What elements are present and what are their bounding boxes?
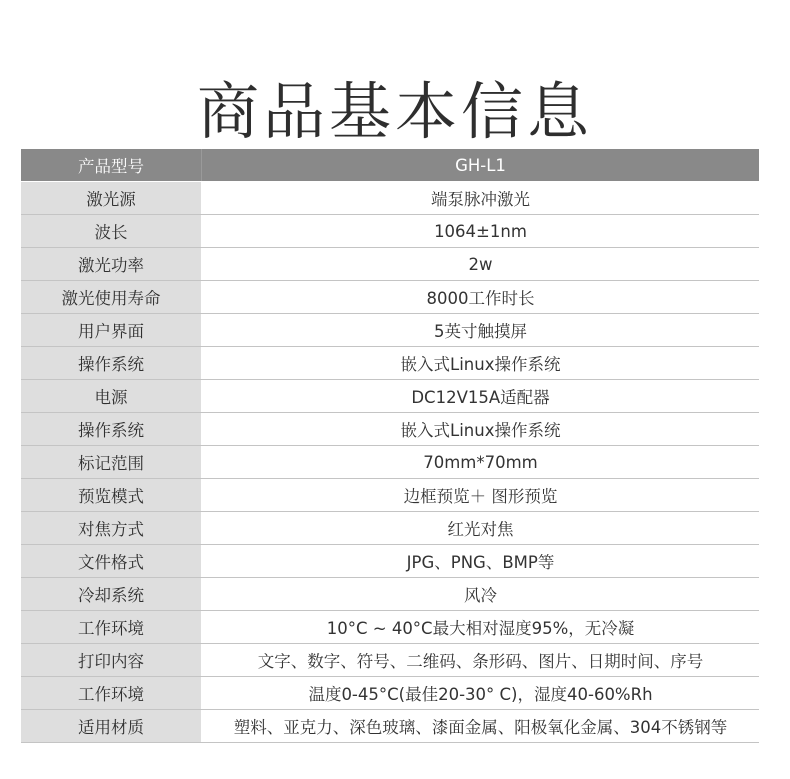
table-row [21, 215, 759, 248]
header-label: 产品型号 [21, 149, 202, 182]
row-value: 边框预览＋ 图形预览 [202, 479, 760, 512]
row-label: 激光功率 [21, 248, 202, 281]
row-label: 工作环境 [21, 677, 202, 710]
row-label: 操作系统 [21, 413, 202, 446]
table-row [21, 479, 759, 512]
row-label: 标记范围 [21, 446, 202, 479]
row-value: 10°C ~ 40°C最大相对湿度95%，无冷凝 [202, 611, 760, 644]
table-row [21, 578, 759, 611]
table-row [21, 281, 759, 314]
row-label: 适用材质 [21, 710, 202, 743]
row-value: 8000工作时长 [202, 281, 760, 314]
row-value: 嵌入式Linux操作系统 [202, 347, 760, 380]
table-row [21, 182, 759, 215]
row-value: 70mm*70mm [202, 446, 760, 479]
page-title: 商品基本信息 [196, 74, 593, 148]
row-value: 端泵脉冲激光 [202, 182, 760, 215]
row-value: 红光对焦 [202, 512, 760, 545]
row-value: 1064±1nm [202, 215, 760, 248]
row-label: 操作系统 [21, 347, 202, 380]
row-label: 用户界面 [21, 314, 202, 347]
row-value: 风冷 [202, 578, 760, 611]
row-label: 预览模式 [21, 479, 202, 512]
row-label: 激光使用寿命 [21, 281, 202, 314]
row-label: 文件格式 [21, 545, 202, 578]
row-label: 波长 [21, 215, 202, 248]
table-header-row [21, 149, 759, 182]
row-label: 工作环境 [21, 611, 202, 644]
row-label: 电源 [21, 380, 202, 413]
row-value: 5英寸触摸屏 [202, 314, 760, 347]
row-value: 塑料、亚克力、深色玻璃、漆面金属、阳极氧化金属、304不锈钢等 [202, 710, 760, 743]
header-value: GH-L1 [202, 149, 760, 182]
table-row [21, 446, 759, 479]
table-row [21, 512, 759, 545]
table-row [21, 611, 759, 644]
row-label: 激光源 [21, 182, 202, 215]
row-value: DC12V15A适配器 [202, 380, 760, 413]
row-value: 温度0-45°C(最佳20-30° C)，湿度40-60%Rh [202, 677, 760, 710]
table-row [21, 413, 759, 446]
table-row [21, 248, 759, 281]
row-label: 冷却系统 [21, 578, 202, 611]
table-row [21, 347, 759, 380]
table-row [21, 380, 759, 413]
table-row [21, 644, 759, 677]
table-row [21, 677, 759, 710]
table-row [21, 545, 759, 578]
row-label: 对焦方式 [21, 512, 202, 545]
table-row [21, 710, 759, 743]
table-row [21, 314, 759, 347]
spec-table [21, 149, 759, 743]
row-value: 文字、数字、符号、二维码、条形码、图片、日期时间、序号 [202, 644, 760, 677]
row-value: 2w [202, 248, 760, 281]
row-value: 嵌入式Linux操作系统 [202, 413, 760, 446]
row-label: 打印内容 [21, 644, 202, 677]
row-value: JPG、PNG、BMP等 [202, 545, 760, 578]
